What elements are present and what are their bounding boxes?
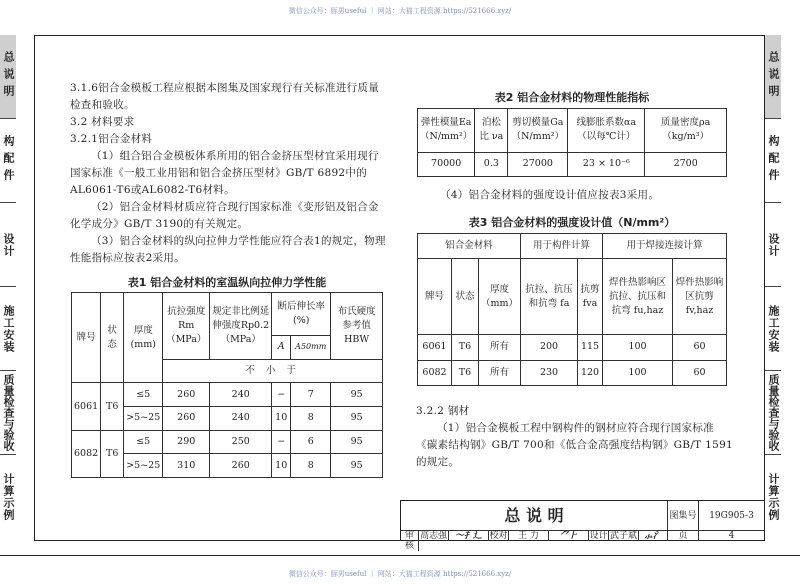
- cell-a: 10: [272, 454, 291, 478]
- th-density: 质量密度ρa （kg/m³）: [645, 109, 727, 153]
- cell: 23 × 10⁻⁶: [568, 152, 645, 176]
- cell: T6: [452, 335, 479, 360]
- cell-hbw: 95: [331, 383, 383, 407]
- th-fva: 抗剪 fva: [578, 259, 603, 335]
- atlas-label: 图集号: [668, 501, 699, 531]
- title-block: [400, 500, 765, 551]
- th-hbw: 布氏硬度参考值 HBW: [331, 293, 383, 360]
- cell-a: −: [272, 430, 291, 454]
- th-a: A: [272, 336, 291, 360]
- th-grade: 牌号: [72, 293, 101, 383]
- tab-quality[interactable]: 质量检查与验收: [765, 371, 781, 455]
- th-fuhaz: 焊件热影响区抗拉、抗压和抗弯 fu,haz: [603, 259, 673, 335]
- th-rp: 规定非比例延伸强度Rp0.2 （MPa）: [210, 293, 272, 360]
- tab-general[interactable]: 总说明: [765, 35, 781, 119]
- tab-construction[interactable]: 施工安装: [0, 287, 16, 371]
- th-poisson: 泊松比 νa: [475, 109, 508, 153]
- tab-examples[interactable]: 计算示例: [767, 473, 780, 521]
- cell: T6: [452, 360, 479, 385]
- cell-hbw: 95: [331, 454, 383, 478]
- tab-design[interactable]: 设计: [765, 203, 781, 287]
- reviewer-signature: 〜⺘⻌: [449, 531, 489, 541]
- check-label: 校对: [489, 531, 508, 541]
- th-thermal-expansion: 线膨胀系数αa （以每℃计）: [568, 109, 645, 153]
- cell-state: T6: [101, 430, 124, 477]
- cell: 0.3: [475, 152, 508, 176]
- th-fvhaz: 焊件热影响区抗剪 fv,haz: [673, 259, 727, 335]
- para-3-1-6: 3.1.6铝合金模板工程应根据本图集及国家现行有关标准进行质量检查和验收。: [70, 82, 380, 111]
- checker-name: 王 力: [509, 531, 549, 541]
- cell: 6082: [418, 360, 452, 385]
- cell-rm: 260: [163, 383, 210, 407]
- tab-general[interactable]: 总说明: [0, 35, 16, 119]
- cell: 120: [578, 360, 603, 385]
- cell-rm: 310: [163, 454, 210, 478]
- table2-caption: 表2 铝合金材料的物理性能指标: [494, 91, 650, 104]
- cell: 27000: [508, 152, 568, 176]
- table1-caption: 表1 铝合金材料的室温纵向拉伸力学性能: [127, 276, 327, 289]
- cell-grade: 6061: [72, 383, 101, 430]
- heading-3-2-2: 3.2.2 钢材: [416, 405, 470, 417]
- th-fa: 抗拉、抗压和抗弯 fa: [521, 259, 578, 335]
- cell-rm: 260: [163, 407, 210, 431]
- para-3: （3）铝合金材料的纵向拉伸力学性能应符合表1的规定，物理性能指标应按表2采用。: [70, 235, 386, 264]
- cell: 60: [673, 360, 727, 385]
- tab-design[interactable]: 设计: [0, 203, 16, 287]
- tab-components[interactable]: 构配件: [0, 119, 16, 203]
- designer-signature: ⺗⺡: [639, 531, 668, 541]
- cell-rp: 240: [210, 383, 272, 407]
- th-material: 铝合金材料: [418, 234, 521, 259]
- atlas-number: 19G905-3: [699, 501, 764, 531]
- cell: 230: [521, 360, 578, 385]
- cell: 200: [521, 335, 578, 360]
- cell-grade: 6082: [72, 430, 101, 477]
- design-label: 设计: [589, 531, 608, 541]
- table-row: [72, 383, 383, 407]
- cell-a50: 7: [291, 383, 331, 407]
- th-weld-calc: 用于焊接连接计算: [603, 234, 727, 259]
- cell-rm: 290: [163, 430, 210, 454]
- th-thickness: 厚度(mm): [124, 293, 163, 383]
- designer-name: 武子斌: [609, 531, 637, 541]
- cell-rp: 260: [210, 454, 272, 478]
- th-shear-modulus: 剪切模量Ga （N/mm²）: [508, 109, 568, 153]
- steel-para: （1）铝合金模板工程中钢构件的钢材应符合现行国家标准《碳素结构钢》GB/T 700和《低合金高强度结构钢》GB/T 1591的规定。: [416, 422, 734, 468]
- cell-hbw: 95: [331, 430, 383, 454]
- watermark-top: 微信公众号：豚男useful ｜ 网站：大猫工程资源 https://521666.xyz/: [288, 7, 512, 15]
- para-4: （4）铝合金材料的强度设计值应按表3采用。: [440, 189, 660, 201]
- th-elastic-modulus: 弹性模量Ea （N/mm²）: [418, 109, 475, 153]
- cell: 115: [578, 335, 603, 360]
- tab-quality[interactable]: 质量检查与验收: [0, 371, 16, 455]
- tab-construction[interactable]: 施工安装: [765, 287, 781, 371]
- cell-hbw: 95: [331, 407, 383, 431]
- cell: 100: [603, 335, 673, 360]
- cell: 2700: [645, 152, 727, 176]
- th-rm: 抗拉强度 Rm （MPa）: [163, 293, 210, 360]
- cell-thickness: >5~25: [124, 454, 163, 478]
- cell: 70000: [418, 152, 475, 176]
- cell-a: 10: [272, 407, 291, 431]
- page-label: 页: [668, 531, 699, 541]
- cell-thickness: ≤5: [124, 383, 163, 407]
- table1: [71, 292, 383, 478]
- cell: 6061: [418, 335, 452, 360]
- cell: 所有: [479, 335, 521, 360]
- table-row: [418, 360, 727, 385]
- th-state: 状态: [101, 293, 124, 383]
- cell: 所有: [479, 360, 521, 385]
- cell-a50: 8: [291, 407, 331, 431]
- cell-rp: 250: [210, 430, 272, 454]
- th-a50: A50mm: [291, 336, 331, 360]
- th-grade: 牌号: [418, 259, 452, 335]
- page-number: 4: [728, 531, 735, 541]
- review-label: 审核: [401, 531, 419, 551]
- cell-state: T6: [101, 383, 124, 430]
- table2: [417, 108, 727, 177]
- right-section-tabs: [765, 35, 799, 539]
- left-text-block: [70, 80, 388, 267]
- heading-3-2-1: 3.2.1铝合金材料: [70, 133, 153, 145]
- checker-signature: ⺈⺊: [549, 531, 589, 541]
- cell-thickness: >5~25: [124, 407, 163, 431]
- bottom-border: [0, 555, 800, 556]
- steel-section: [416, 403, 734, 471]
- para-1: （1）组合铝合金模板体系所用的铝合金挤压型材宜采用现行国家标准《一般工业用铝和铝合金挤压型材》GB/T 6892中的 AL6061-T6或AL6082-T6材料。: [70, 150, 379, 196]
- cell-rp: 240: [210, 407, 272, 431]
- th-elongation: 断后伸长率 (%): [272, 293, 331, 336]
- heading-3-2: 3.2 材料要求: [70, 116, 135, 128]
- cell: 100: [603, 360, 673, 385]
- tab-components[interactable]: 构配件: [765, 119, 781, 203]
- table3: [417, 233, 727, 386]
- table-row: [72, 430, 383, 454]
- para-2: （2）铝合金材料材质应符合现行国家标准《变形铝及铝合金化学成分》GB/T 3190的有关规定。: [70, 201, 379, 230]
- table-row: [418, 335, 727, 360]
- th-thickness: 厚度（mm）: [479, 259, 521, 335]
- cell-a50: 8: [291, 454, 331, 478]
- th-not-less-than: 不 小 于: [163, 359, 383, 383]
- cell-a50: 6: [291, 430, 331, 454]
- tab-examples[interactable]: 计算示例: [2, 473, 15, 521]
- watermark-bottom: 微信公众号：豚男useful ｜ 网站：大猫工程资源 https://521666.xyz/: [288, 570, 512, 578]
- th-state: 状态: [452, 259, 479, 335]
- drawing-title: 总 说 明: [401, 501, 668, 531]
- th-member-calc: 用于构件计算: [521, 234, 603, 259]
- cell-a: −: [272, 383, 291, 407]
- cell: 60: [673, 335, 727, 360]
- cell-thickness: ≤5: [124, 430, 163, 454]
- table3-caption: 表3 铝合金材料的强度设计值（N/mm²）: [468, 216, 676, 229]
- left-section-tabs: [0, 35, 34, 539]
- reviewer-name: 高志强: [419, 531, 447, 541]
- table-row: [418, 152, 727, 176]
